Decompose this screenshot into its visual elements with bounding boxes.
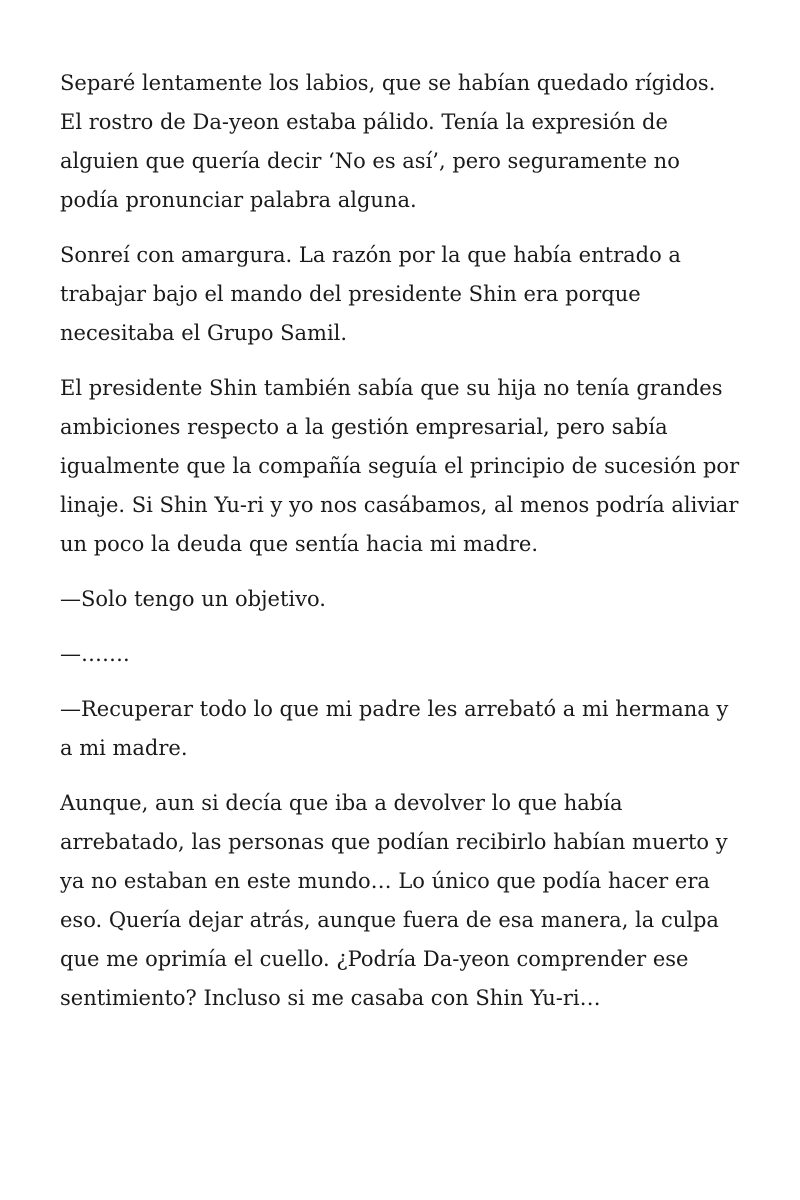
dialogue-line-1: —Solo tengo un objetivo.: [60, 587, 326, 611]
paragraph-1: Separé lentamente los labios, que se habían quedado rígidos. El rostro de Da-yeon estaba pálido. Tenía la expresión de alguien que quería decir ‘No es así’, pero seguramente no podía pronunciar palabra alguna.: [60, 71, 716, 212]
paragraph-4: Aunque, aun si decía que iba a devolver lo que había arrebatado, las personas que podían recibirlo habían muerto y ya no estaban en este mundo… Lo único que podía hacer era eso. Quería dejar atrás, aunque fuera de esa manera, la culpa que me oprimía el cuello. ¿Podría Da-yeon comprender ese sentimiento? Incluso si me casaba con Shin Yu-ri…: [60, 791, 728, 1010]
paragraph-3: El presidente Shin también sabía que su hija no tenía grandes ambiciones respecto a la gestión empresarial, pero sabía igualmente que la compañía seguía el principio de sucesión por linaje. Si Shin Yu-ri y yo nos casábamos, al menos podría aliviar un poco la deuda que sentía hacia mi madre.: [60, 376, 740, 556]
paragraph-2: Sonreí con amargura. La razón por la que había entrado a trabajar bajo el mando del presidente Shin era porque necesitaba el Grupo Samil.: [60, 243, 681, 345]
dialogue-line-2: —…….: [60, 642, 130, 666]
dialogue-line-3: —Recuperar todo lo que mi padre les arrebató a mi hermana y a mi madre.: [60, 697, 729, 760]
